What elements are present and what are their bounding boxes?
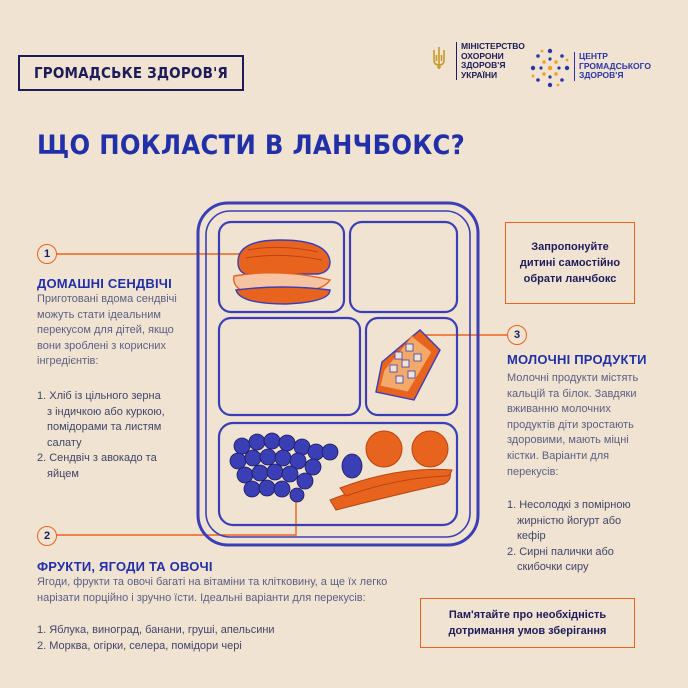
list-item: 2. Морква, огірки, селера, помідори чері <box>37 639 242 652</box>
list-item: 1. Несолодкі з помірною жирністю йогурт або кефір <box>507 499 631 543</box>
section-heading-fruits: ФРУКТИ, ЯГОДИ ТА ОВОЧІ <box>37 559 213 574</box>
section-number-2: 2 <box>37 526 57 546</box>
list-item: 2. Сирні палички або скибочки сиру <box>507 545 614 574</box>
page-title: ЩО ПОКЛАСТИ В ЛАНЧБОКС? <box>37 130 465 161</box>
list-item: 1. Яблука, виноград, банани, груші, апельсини <box>37 624 275 636</box>
orange-icon <box>366 431 448 467</box>
section-number-1: 1 <box>37 244 57 264</box>
cheese-icon <box>376 330 440 400</box>
sandwich-icon <box>234 240 330 304</box>
public-health-center-logo-text: ЦЕНТР ГРОМАДСЬКОГО ЗДОРОВ'Я <box>574 52 651 81</box>
category-badge: ГРОМАДСЬКЕ ЗДОРОВ'Я <box>18 55 244 91</box>
section-number-3: 3 <box>507 325 527 345</box>
tip-box-storage: Пам'ятайте про необхідність дотримання умов зберігання <box>420 598 635 648</box>
section-heading-dairy: МОЛОЧНІ ПРОДУКТИ <box>507 352 647 367</box>
section-text-fruits: Ягоди, фрукти та овочі багаті на вітаміни та клітковину, а ще їх легко нарізати порційно і зручно їсти. Ідеальні варіанти для перекусів: <box>37 576 388 604</box>
tip-box-choose-lunchbox: Запропонуйте дитині самостійно обрати ланчбокс <box>505 222 635 304</box>
list-item: 2. Сендвіч з авокадо та яйцем <box>37 452 157 480</box>
connector-line-2 <box>56 495 296 535</box>
section-text-dairy: Молочні продукти містять кальцій та білок. Завдяки вживанню молочних продуктів діти зростають здоровими, мають міцні кістки. Варіанти для перекусів: <box>507 372 639 478</box>
dairy-options-list <box>507 498 631 576</box>
section-text-sandwiches: Приготовані вдома сендвічі можуть стати ідеальним перекусом для дітей, якщо вони зроблені з корисних інгредієнтів: <box>37 293 177 368</box>
list-item: 1. Хліб із цільного зерна з індичкою або куркою, помідорами та листям салату <box>37 390 165 449</box>
section-heading-sandwiches: ДОМАШНІ СЕНДВІЧІ <box>37 276 172 291</box>
sandwich-options-list <box>37 389 165 483</box>
ministry-logo-text: МІНІСТЕРСТВО ОХОРОНИ ЗДОРОВ'Я УКРАЇНИ <box>456 42 525 80</box>
fruit-options-list <box>37 623 275 654</box>
